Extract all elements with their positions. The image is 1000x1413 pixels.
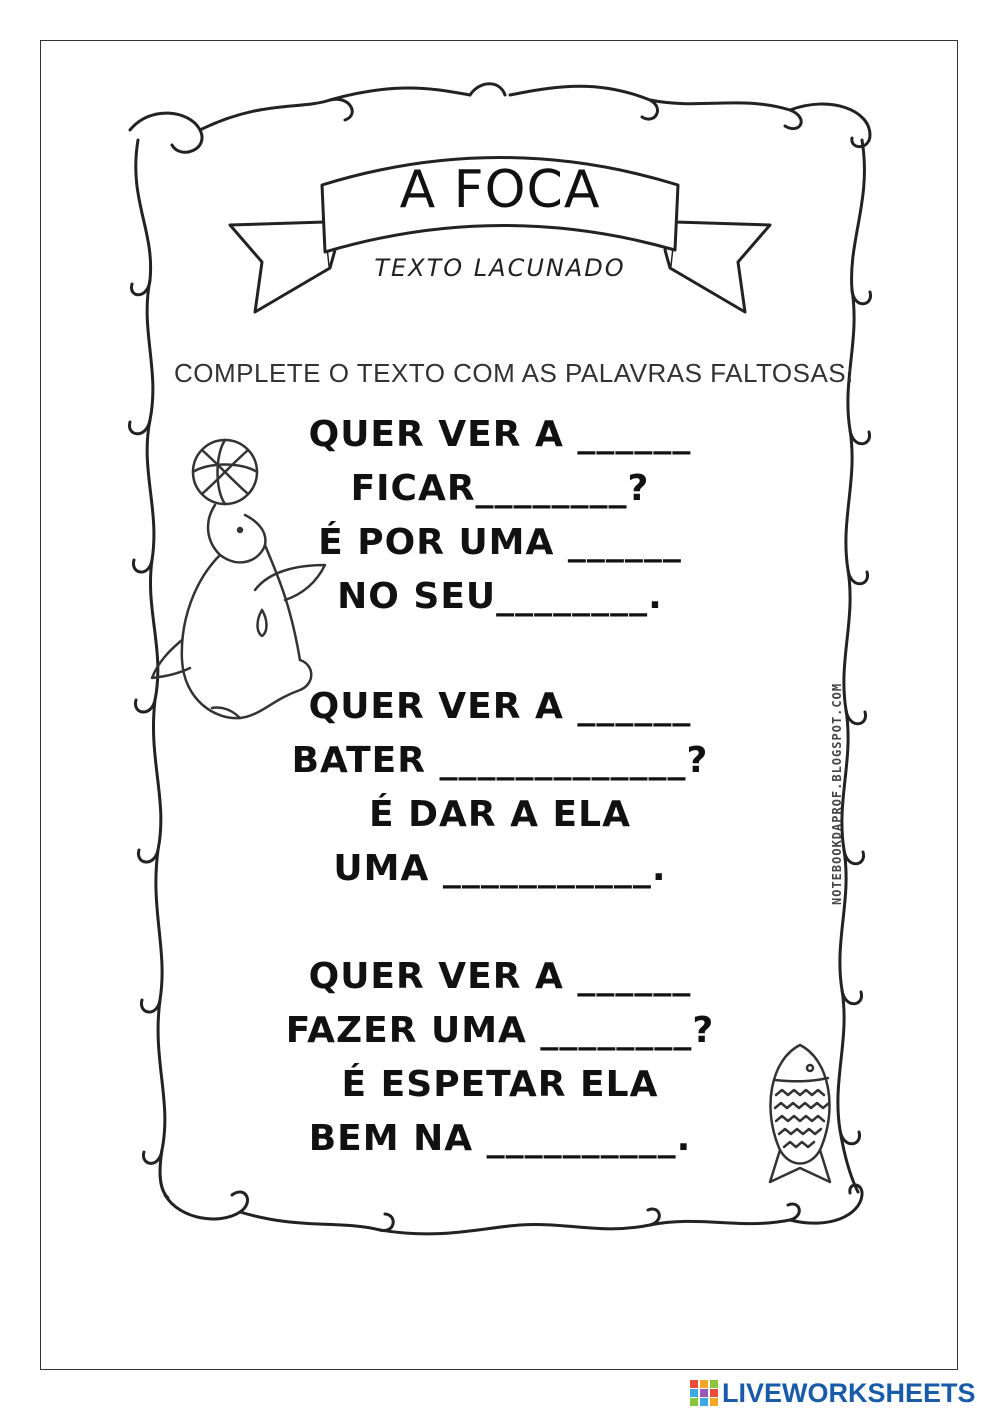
verse-line: É POR UMA ______ bbox=[318, 522, 682, 563]
verse-line: BATER _____________? bbox=[291, 740, 709, 781]
liveworksheets-grid-icon bbox=[690, 1380, 718, 1406]
liveworksheets-logo[interactable] bbox=[690, 1378, 976, 1408]
brand-name: LIVEWORKSHEETS bbox=[722, 1377, 976, 1408]
verse-line: QUER VER A ______ bbox=[308, 686, 692, 727]
instruction-text: COMPLETE O TEXTO COM AS PALAVRAS FALTOSAS: bbox=[174, 358, 854, 388]
verse-line: QUER VER A ______ bbox=[308, 956, 692, 997]
verse-line: FAZER UMA ________? bbox=[285, 1010, 715, 1051]
verse-line: É DAR A ELA bbox=[369, 794, 631, 835]
verse-line: NO SEU________. bbox=[337, 576, 663, 617]
verse-line: UMA ___________. bbox=[333, 848, 667, 889]
verse-line: BEM NA __________. bbox=[308, 1118, 692, 1159]
verse-line: É ESPETAR ELA bbox=[341, 1064, 659, 1105]
worksheet-subtitle: TEXTO LACUNADO bbox=[374, 254, 626, 282]
verse-line: FICAR________? bbox=[350, 468, 650, 509]
verse-line: QUER VER A ______ bbox=[308, 414, 692, 455]
worksheet-title: A FOCA bbox=[399, 160, 601, 220]
blog-watermark: NOTEBOOKDAPROF.BLOGSPOT.COM bbox=[830, 682, 844, 905]
